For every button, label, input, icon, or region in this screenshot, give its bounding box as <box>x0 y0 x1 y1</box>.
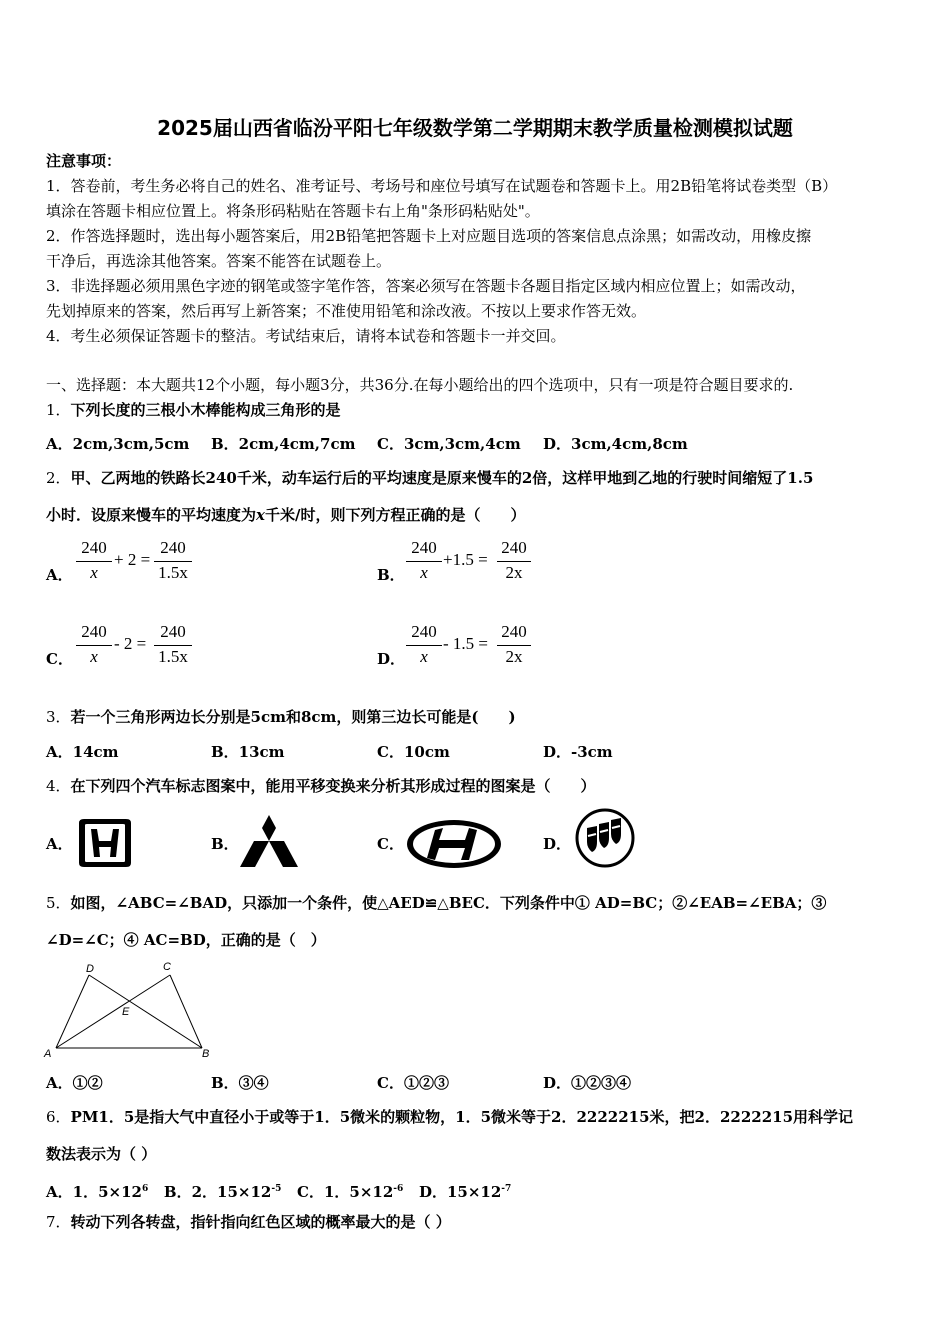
variable-x: x <box>256 506 265 524</box>
question-5-line2: ∠D=∠C；④ AC=BD，正确的是（ ） <box>46 931 326 949</box>
q1-option-c[interactable]: C．3cm,3cm,4cm <box>377 435 521 453</box>
q1-option-d[interactable]: D．3cm,4cm,8cm <box>543 435 688 453</box>
notice-line: 4．考生必须保证答题卡的整洁。考试结束后，请将本试卷和答题卡一并交回。 <box>46 327 566 345</box>
section-heading: 一、选择题：本大题共12个小题，每小题3分，共36分.在每小题给出的四个选项中，只有一项是符合题目要求的. <box>46 376 794 394</box>
notice-line: 填涂在答题卡相应位置上。将条形码粘贴在答题卡右上角"条形码粘贴处"。 <box>46 202 540 220</box>
fraction: 240 2x <box>497 622 531 670</box>
label-c: C <box>163 961 171 973</box>
q4-option-a-label[interactable]: A． <box>46 835 73 853</box>
q5-option-a[interactable]: A．①② <box>46 1074 103 1092</box>
q2-option-a-label[interactable]: A． <box>46 566 73 584</box>
question-stem: 下列长度的三根小木棒能构成三角形的是 <box>70 401 341 419</box>
question-4 <box>46 776 596 796</box>
q4-option-c-label[interactable]: C． <box>377 835 404 853</box>
q6-option-b[interactable]: B．2．$15\times 12^{-5}$ <box>163 1183 282 1201</box>
buick-logo-icon <box>575 808 635 868</box>
question-7 <box>46 1212 451 1232</box>
q5-option-c[interactable]: C．①②③ <box>377 1074 449 1092</box>
question-number: 1． <box>46 401 71 419</box>
question-number: 2． <box>46 469 71 487</box>
fraction: 240 1.5x <box>154 538 192 586</box>
notice-line: 先划掉原来的答案，然后再写上新答案；不准使用铅笔和涂改液。不按以上要求作答无效。 <box>46 302 647 320</box>
question-3 <box>46 707 516 727</box>
question-stem: 千米/时，则下列方程正确的是（ ） <box>264 506 526 524</box>
fraction: 240 x <box>406 538 442 586</box>
notice-heading: 注意事项： <box>46 152 122 170</box>
notice-line: 3．非选择题必须用黑色字迹的钢笔或签字笔作答，答案必须写在答题卡各题目指定区域内相应位置上；如需改动， <box>46 277 806 295</box>
question-stem: 小时．设原来慢车的平均速度为 <box>46 506 257 524</box>
q3-option-c[interactable]: C．10cm <box>377 743 450 761</box>
fraction: 240 x <box>76 538 112 586</box>
triangle-figure <box>40 955 220 1063</box>
q3-option-b[interactable]: B．13cm <box>211 743 285 761</box>
label-d: D <box>86 963 94 975</box>
notice-line: 干净后，再选涂其他答案。答案不能答在试题卷上。 <box>46 252 392 270</box>
question-2-line1 <box>46 468 813 488</box>
operator: +1.5 = <box>443 550 488 569</box>
notice-line: 1．答卷前，考生务必将自己的姓名、准考证号、考场号和座位号填写在试题卷和答题卡上。用2B铅笔将试卷类型（B） <box>46 177 838 195</box>
hyundai-logo-icon <box>405 818 503 870</box>
question-1 <box>46 400 341 420</box>
operator: + 2 = <box>114 550 151 569</box>
question-stem: 在下列四个汽车标志图案中，能用平移变换来分析其形成过程的图案是（ ） <box>70 777 596 795</box>
question-number: 5． <box>46 894 71 912</box>
honda-logo-icon <box>75 817 135 869</box>
q6-option-c[interactable]: C．1．$5\times 12^{-6}$ <box>297 1183 404 1201</box>
question-2-line2 <box>46 505 525 525</box>
label-b: B <box>202 1048 210 1060</box>
fraction: 240 x <box>76 622 112 670</box>
q5-option-d[interactable]: D．①②③④ <box>543 1074 632 1092</box>
mitsubishi-logo-icon <box>238 814 300 868</box>
segment-db <box>89 975 202 1048</box>
fraction: 240 2x <box>497 538 531 586</box>
operator: - 1.5 = <box>443 634 488 653</box>
question-stem: 如图，∠ABC=∠BAD，只添加一个条件，使△AED≌△BEC．下列条件中① AD=BC；②∠EAB=∠EBA；③ <box>70 894 827 912</box>
fraction: 240 x <box>406 622 442 670</box>
question-6-line1 <box>46 1107 853 1127</box>
fraction: 240 1.5x <box>154 622 192 670</box>
label-a: A <box>44 1048 52 1060</box>
q6-option-a[interactable]: A．1．$5\times 12^6$ <box>46 1183 149 1201</box>
segment-cb <box>170 975 202 1048</box>
question-number: 3． <box>46 708 71 726</box>
q2-option-c-label[interactable]: C． <box>46 650 73 668</box>
question-number: 6． <box>46 1108 71 1126</box>
q1-option-a[interactable]: A．2cm,3cm,5cm <box>46 435 190 453</box>
label-e: E <box>122 1006 130 1018</box>
q3-option-a[interactable]: A．14cm <box>46 743 119 761</box>
question-number: 4． <box>46 777 71 795</box>
q6-option-d[interactable]: D．$15\times 12^{-7}$ <box>418 1183 512 1201</box>
q4-option-d-label[interactable]: D． <box>543 835 572 853</box>
notice-line: 2．作答选择题时，选出每小题答案后，用2B铅笔把答题卡上对应题目选项的答案信息点涂黑；如需改动，用橡皮擦 <box>46 227 812 245</box>
q6-options <box>46 1179 511 1202</box>
q5-option-b[interactable]: B．③④ <box>211 1074 269 1092</box>
question-stem: 甲、乙两地的铁路长240千米，动车运行后的平均速度是原来慢车的2倍，这样甲地到乙地的行驶时间缩短了1.5 <box>70 469 814 487</box>
q2-option-d-label[interactable]: D． <box>377 650 406 668</box>
question-6-line2: 数法表示为（ ） <box>46 1145 157 1163</box>
question-number: 7． <box>46 1213 71 1231</box>
q1-option-b[interactable]: B．2cm,4cm,7cm <box>211 435 356 453</box>
question-stem: 若一个三角形两边长分别是5cm和8cm，则第三边长可能是( ) <box>70 708 516 726</box>
question-5-line1 <box>46 893 826 913</box>
q2-option-b-label[interactable]: B． <box>377 566 405 584</box>
q3-option-d[interactable]: D．-3cm <box>543 743 613 761</box>
question-stem: PM1．5是指大气中直径小于或等于1．5微米的颗粒物，1．5微米等于2．2222215米，把2．2222215用科学记 <box>70 1108 854 1126</box>
operator: - 2 = <box>114 634 147 653</box>
page-title: 2025届山西省临汾平阳七年级数学第二学期期末教学质量检测模拟试题 <box>157 116 793 140</box>
q4-option-b-label[interactable]: B． <box>211 835 239 853</box>
question-stem: 转动下列各转盘，指针指向红色区域的概率最大的是（ ） <box>70 1213 451 1231</box>
segment-ac <box>56 975 170 1048</box>
